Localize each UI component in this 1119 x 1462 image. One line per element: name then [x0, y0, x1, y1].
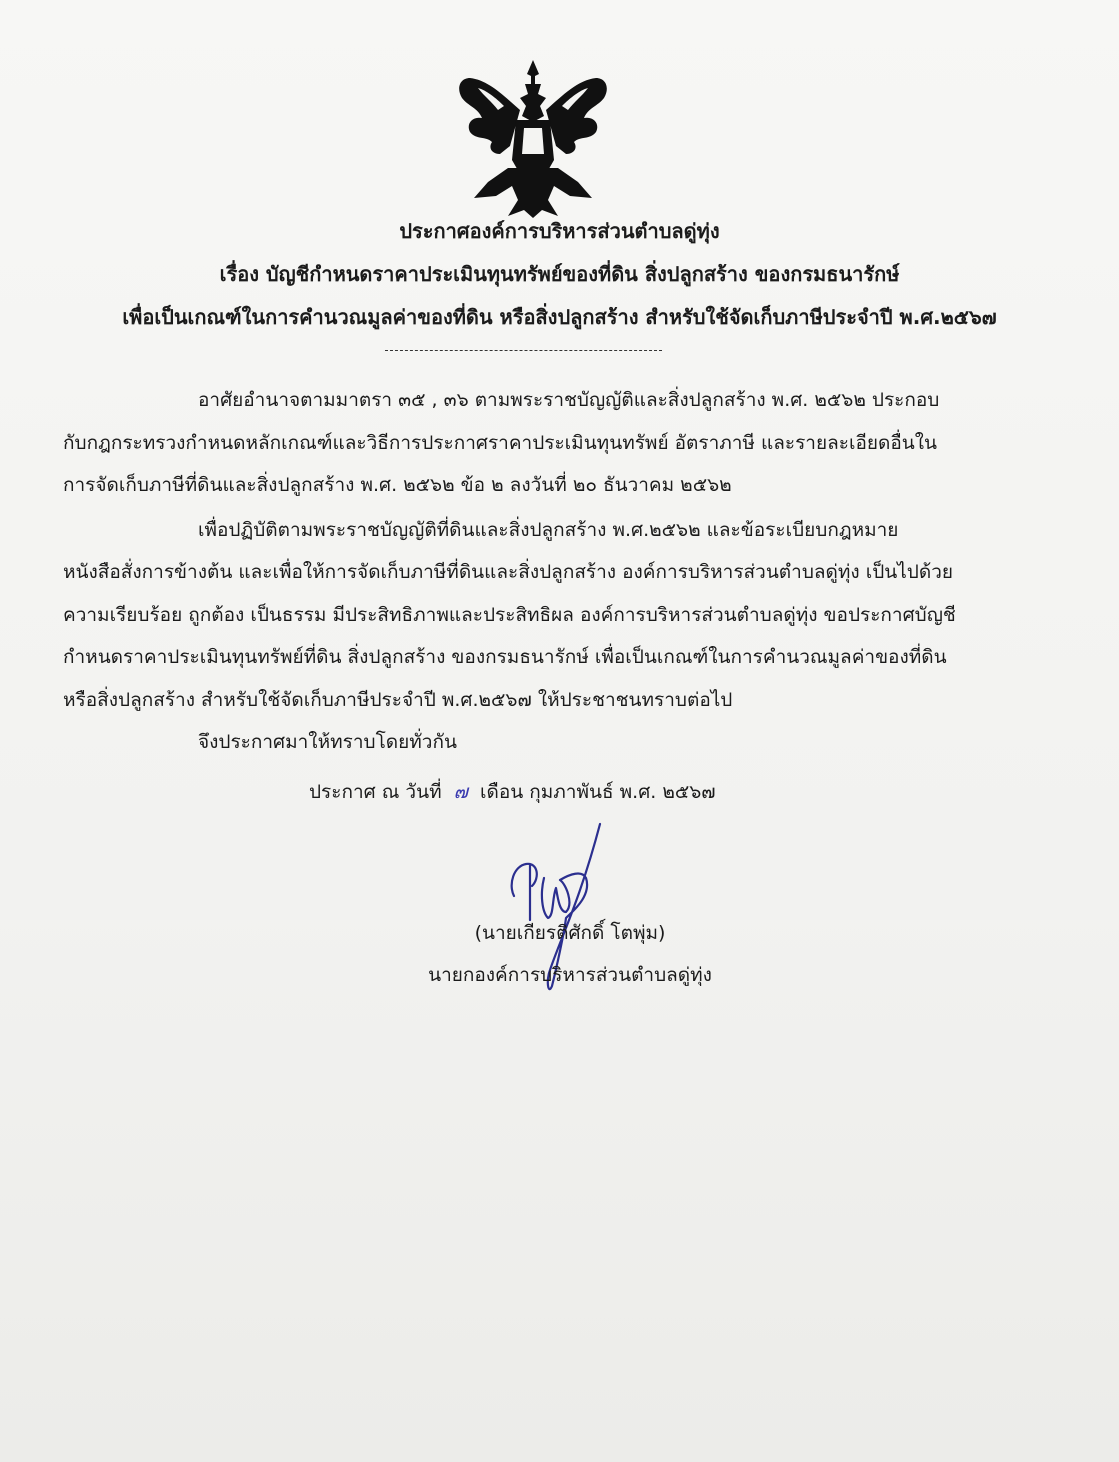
signer-name: (นายเกียรติศักดิ์ โตพุ่ม) — [474, 922, 666, 944]
date-prefix: ประกาศ ณ วันที่ — [309, 781, 442, 803]
heading-title: ประกาศองค์การบริหารส่วนตำบลดู่ทุ่ง — [399, 219, 720, 243]
date-suffix: เดือน กุมภาพันธ์ พ.ศ. ๒๕๖๗ — [479, 781, 716, 803]
paragraph2-line4: กำหนดราคาประเมินทุนทรัพย์ที่ดิน สิ่งปลูกสร้าง ของกรมธนารักษ์ เพื่อเป็นเกณฑ์ในการคำนวณมูลค่าของที่ดิน — [63, 646, 947, 668]
divider — [385, 350, 662, 351]
heading-purpose: เพื่อเป็นเกณฑ์ในการคำนวณมูลค่าของที่ดิน หรือสิ่งปลูกสร้าง สำหรับใช้จัดเก็บภาษีประจำปี พ.ศ.๒๕๖๗ — [122, 305, 997, 329]
closing-line: จึงประกาศมาให้ทราบโดยทั่วกัน — [198, 731, 457, 753]
paragraph1-line3: การจัดเก็บภาษีที่ดินและสิ่งปลูกสร้าง พ.ศ. ๒๕๖๒ ข้อ ๒ ลงวันที่ ๒๐ ธันวาคม ๒๕๖๒ — [63, 474, 732, 496]
garuda-emblem-icon — [448, 50, 618, 220]
paragraph2-line3: ความเรียบร้อย ถูกต้อง เป็นธรรม มีประสิทธิภาพและประสิทธิผล องค์การบริหารส่วนตำบลดู่ทุ่ง ขอประกาศบัญชี — [63, 604, 956, 626]
date-day: ๗ — [453, 781, 468, 803]
signer-title: นายกองค์การบริหารส่วนตำบลดู่ทุ่ง — [428, 964, 712, 986]
paragraph2-line5: หรือสิ่งปลูกสร้าง สำหรับใช้จัดเก็บภาษีประจำปี พ.ศ.๒๕๖๗ ให้ประชาชนทราบต่อไป — [63, 689, 733, 711]
paragraph1-line1: อาศัยอำนาจตามมาตรา ๓๕ , ๓๖ ตามพระราชบัญญัติและสิ่งปลูกสร้าง พ.ศ. ๒๕๖๒ ประกอบ — [198, 389, 940, 411]
heading-subject: เรื่อง บัญชีกำหนดราคาประเมินทุนทรัพย์ของที่ดิน สิ่งปลูกสร้าง ของกรมธนารักษ์ — [219, 262, 900, 286]
paragraph2-line2: หนังสือสั่งการข้างต้น และเพื่อให้การจัดเก็บภาษีที่ดินและสิ่งปลูกสร้าง องค์การบริหารส่วนตำบลดู่ทุ่ง เป็นไปด้วย — [63, 561, 954, 583]
paragraph2-line1: เพื่อปฏิบัติตามพระราชบัญญัติที่ดินและสิ่งปลูกสร้าง พ.ศ.๒๕๖๒ และข้อระเบียบกฎหมาย — [198, 519, 899, 541]
paragraph1-line2: กับกฎกระทรวงกำหนดหลักเกณฑ์และวิธีการประกาศราคาประเมินทุนทรัพย์ อัตราภาษี และรายละเอียดอื่นใน — [63, 432, 937, 454]
